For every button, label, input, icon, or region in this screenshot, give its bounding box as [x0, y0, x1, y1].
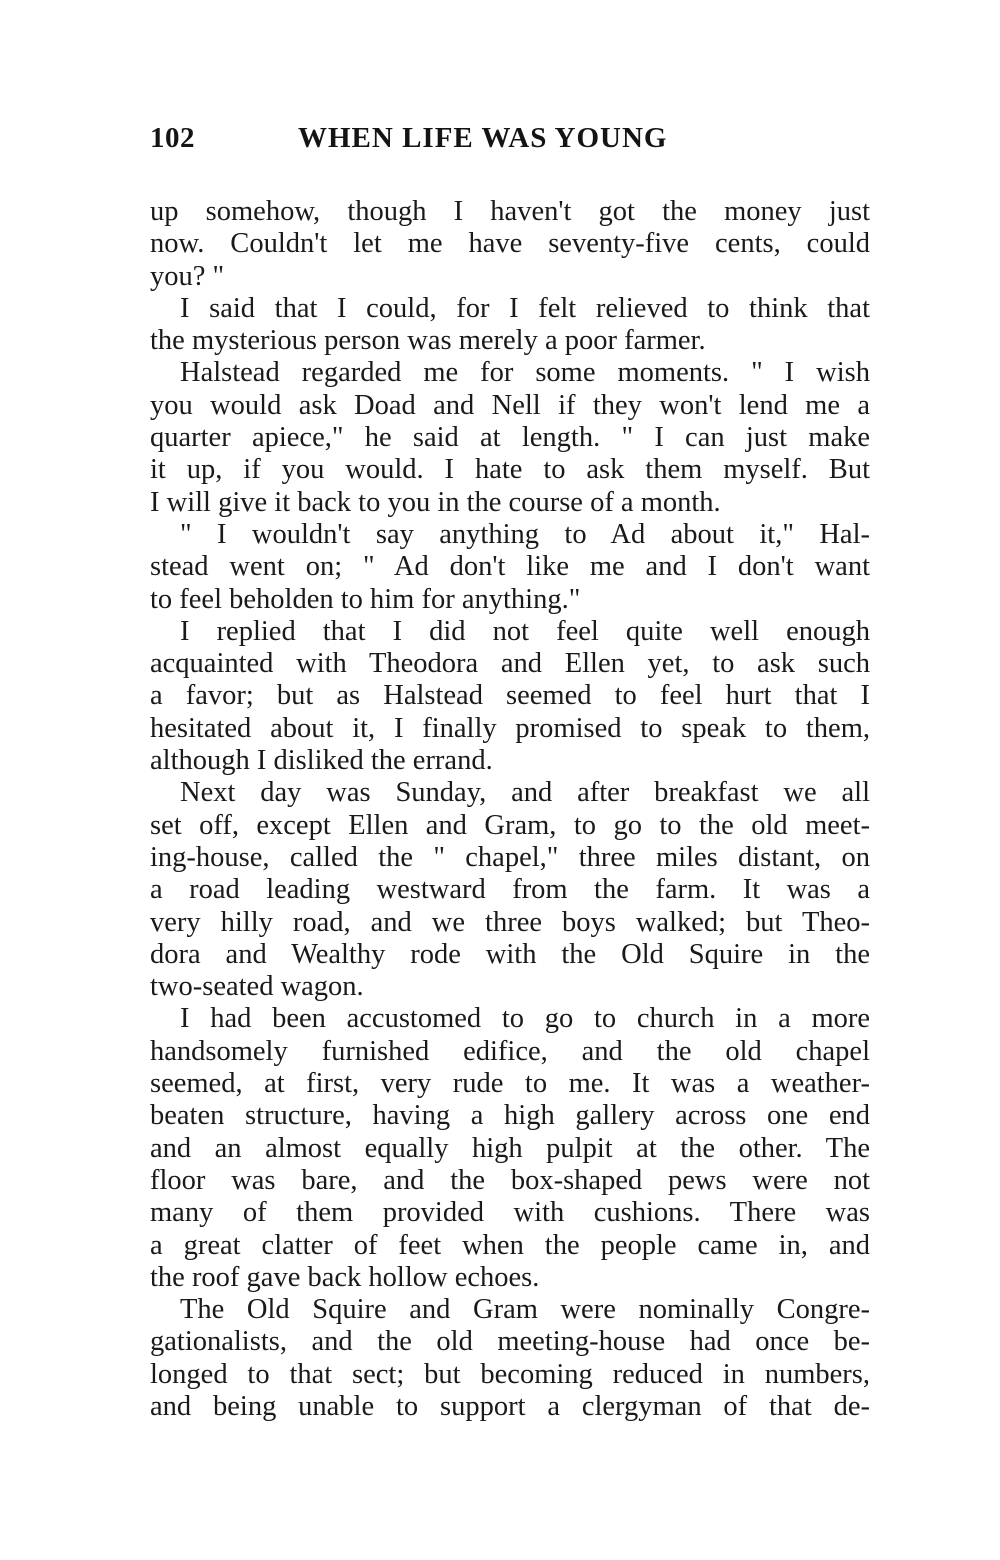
- text-line: a great clatter of feet when the people came in, and: [150, 1229, 870, 1261]
- text-line: hesitated about it, I finally promised to speak to them,: [150, 712, 870, 744]
- text-line: the mysterious person was merely a poor farmer.: [150, 325, 706, 357]
- text-line: although I disliked the errand.: [150, 745, 493, 777]
- text-line: set off, except Ellen and Gram, to go to the old meet-: [150, 809, 870, 841]
- text-line: I said that I could, for I felt relieved to think that: [180, 292, 870, 324]
- text-line: floor was bare, and the box-shaped pews were not: [150, 1164, 870, 1196]
- book-title: WHEN LIFE WAS YOUNG: [298, 122, 668, 154]
- text-line: Next day was Sunday, and after breakfast we all: [180, 777, 870, 809]
- text-line: beaten structure, having a high gallery across one end: [150, 1100, 870, 1132]
- text-line: stead went on; " Ad don't like me and I don't want: [150, 551, 870, 583]
- text-line: handsomely furnished edifice, and the old chapel: [150, 1035, 870, 1067]
- text-line: now. Couldn't let me have seventy-five cents, could: [150, 228, 870, 260]
- text-line: quarter apiece," he said at length. " I can just make: [150, 422, 870, 454]
- text-line: gationalists, and the old meeting-house had once be-: [150, 1326, 870, 1358]
- text-line: a favor; but as Halstead seemed to feel hurt that I: [150, 680, 870, 712]
- body-text: [150, 196, 870, 1423]
- text-line: the roof gave back hollow echoes.: [150, 1261, 540, 1293]
- text-line: to feel beholden to him for anything.": [150, 583, 581, 615]
- text-line: longed to that sect; but becoming reduced in numbers,: [150, 1358, 870, 1390]
- text-line: acquainted with Theodora and Ellen yet, to ask such: [150, 648, 870, 680]
- running-head: [150, 122, 730, 155]
- text-line: a road leading westward from the farm. It was a: [150, 874, 870, 906]
- text-line: you? ": [150, 260, 225, 292]
- text-line: Halstead regarded me for some moments. " I wish: [180, 357, 870, 389]
- page-number: 102: [150, 122, 195, 154]
- text-line: and an almost equally high pulpit at the other. The: [150, 1132, 870, 1164]
- text-line: and being unable to support a clergyman of that de-: [150, 1390, 870, 1422]
- text-line: I replied that I did not feel quite well enough: [180, 615, 870, 647]
- text-line: dora and Wealthy rode with the Old Squire in the: [150, 938, 870, 970]
- text-line: I will give it back to you in the course of a month.: [150, 486, 721, 518]
- text-line: very hilly road, and we three boys walked; but Theo-: [150, 906, 870, 938]
- text-line: ing-house, called the " chapel," three miles distant, on: [150, 841, 870, 873]
- text-line: " I wouldn't say anything to Ad about it," Hal-: [180, 518, 870, 550]
- text-line: you would ask Doad and Nell if they won't lend me a: [150, 389, 870, 421]
- text-line: up somehow, though I haven't got the money just: [150, 196, 870, 227]
- text-line: many of them provided with cushions. There was: [150, 1197, 870, 1229]
- text-line: I had been accustomed to go to church in a more: [180, 1003, 870, 1035]
- text-line: two-seated wagon.: [150, 971, 364, 1003]
- text-line: it up, if you would. I hate to ask them myself. But: [150, 454, 870, 486]
- text-line: seemed, at first, very rude to me. It was a weather-: [150, 1068, 870, 1100]
- text-line: The Old Squire and Gram were nominally Congre-: [180, 1294, 870, 1326]
